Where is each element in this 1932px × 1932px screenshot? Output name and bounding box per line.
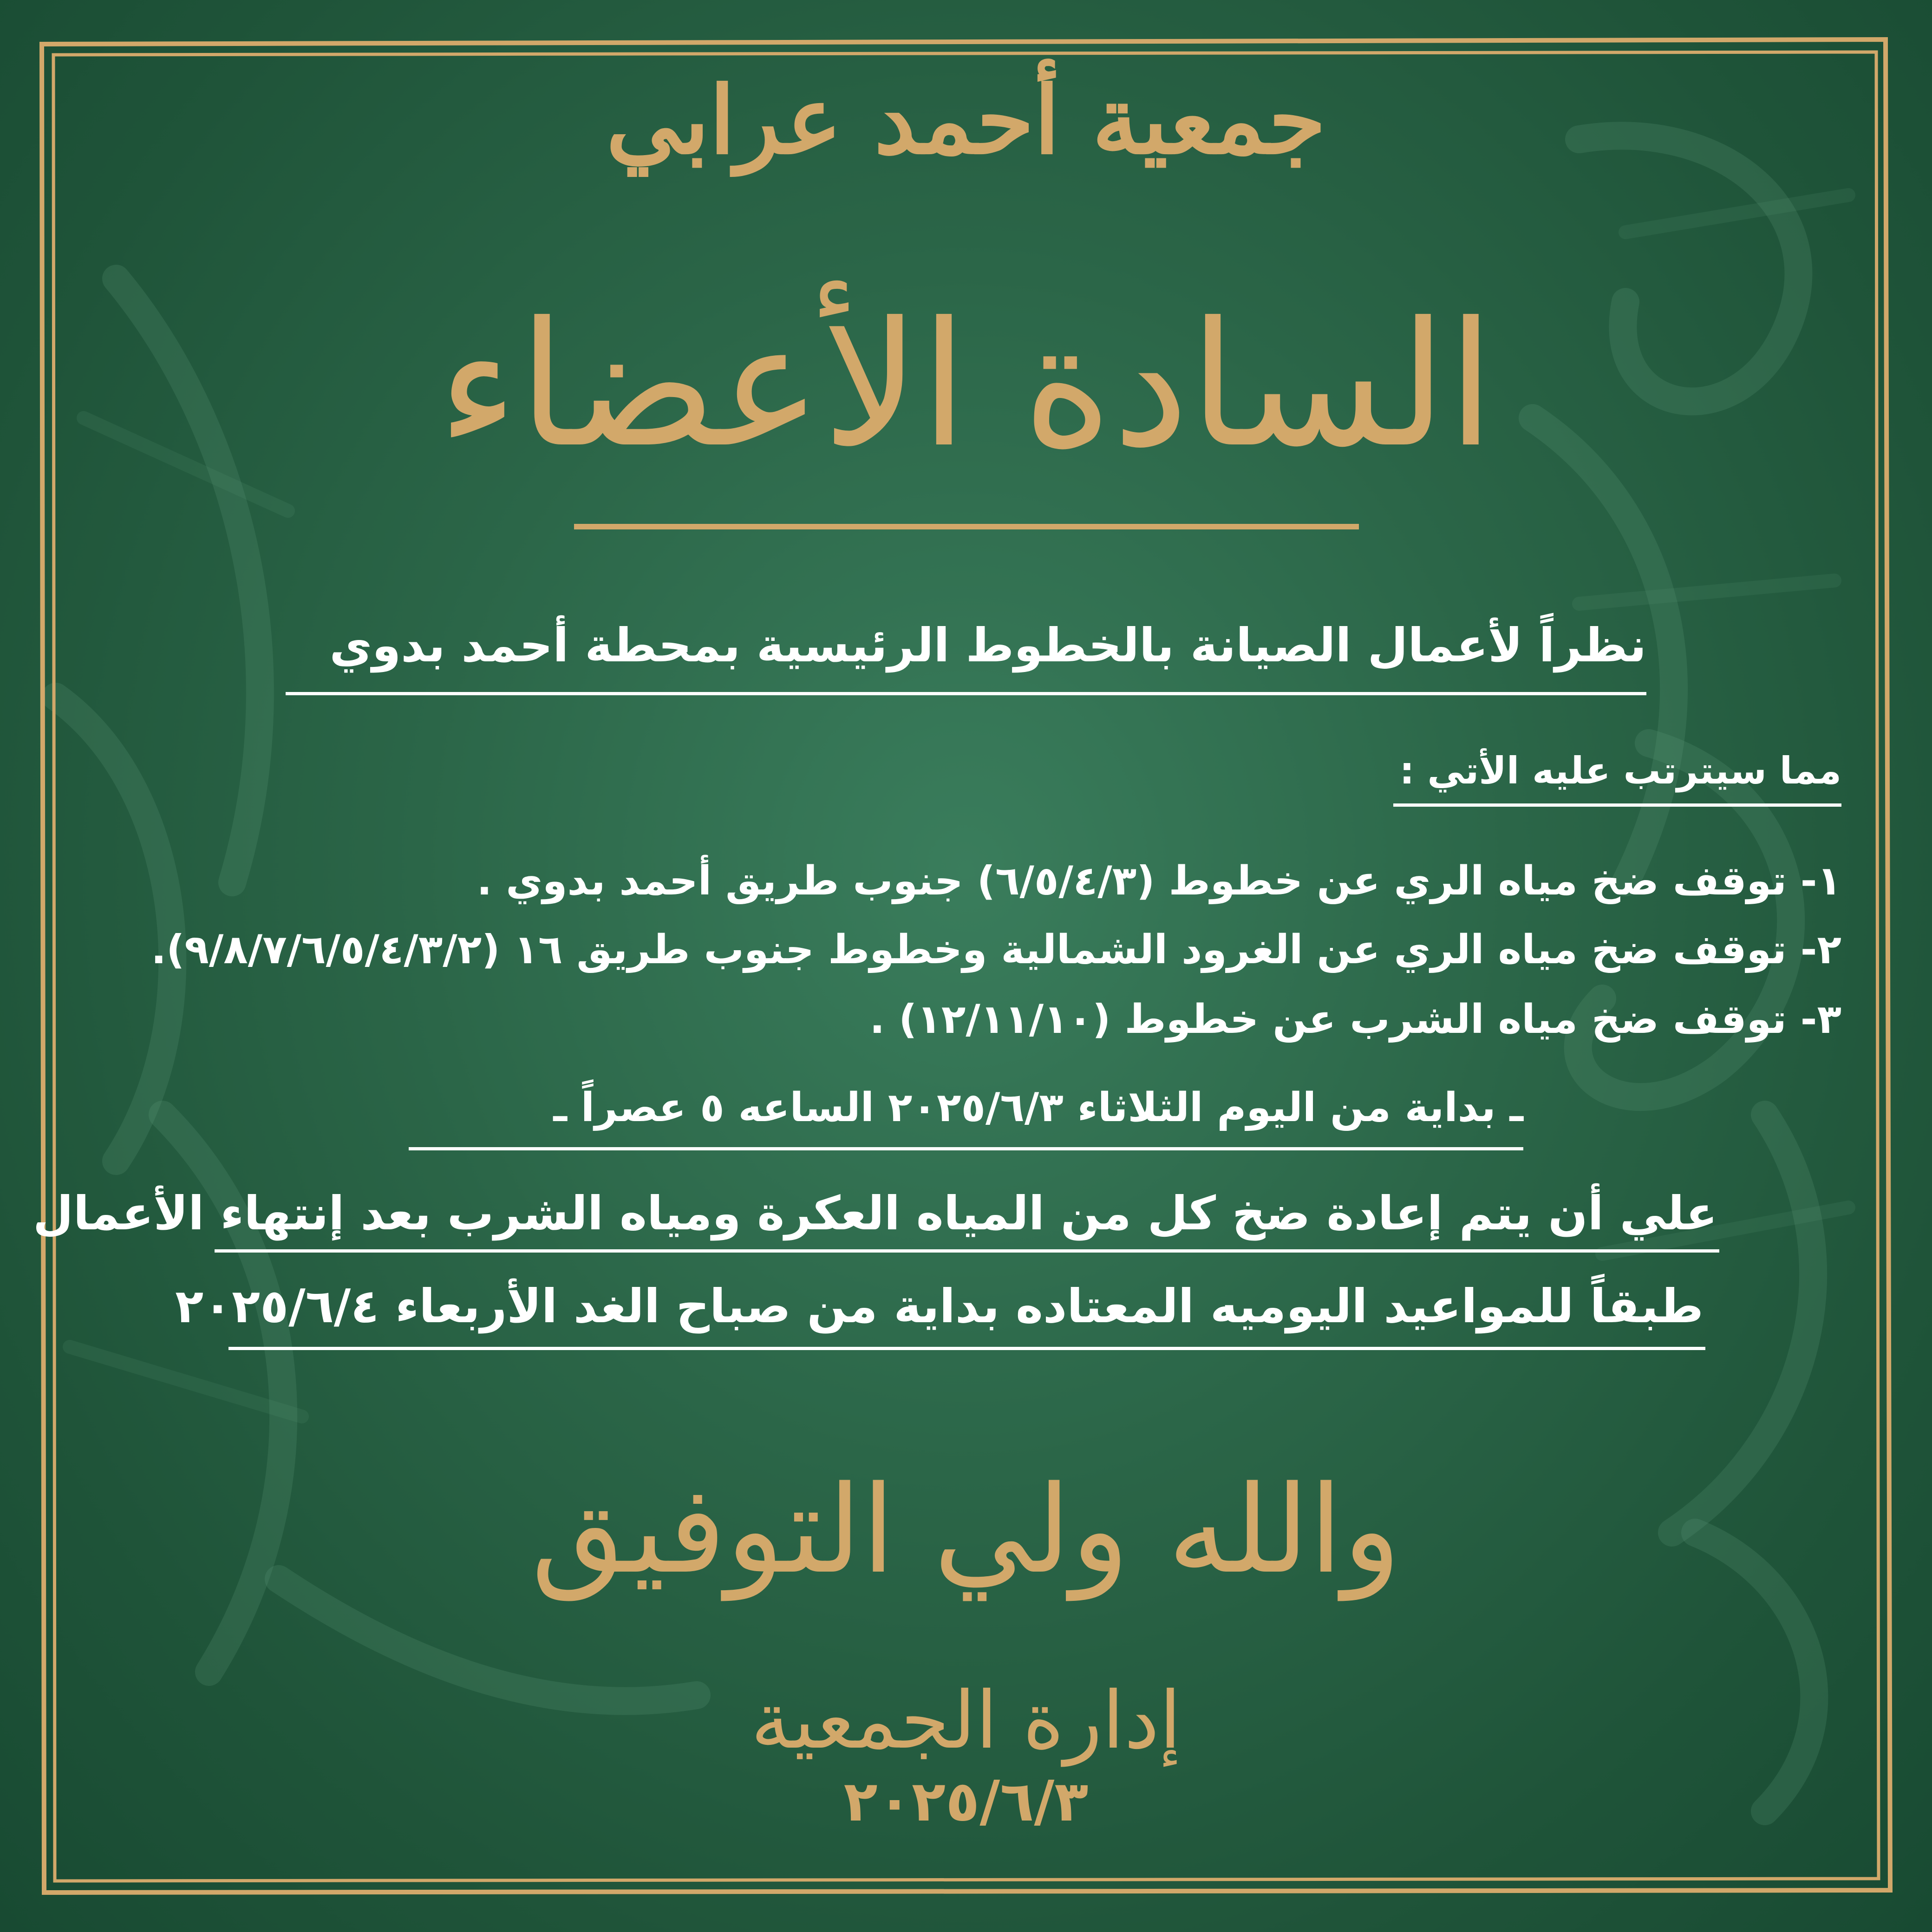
list-item: ٢- توقف ضخ مياه الري عن الغرود الشمالية وخطوط جنوب طريق ١٦ (٩/٨/٧/٦/٥/٤/٣/٢). (151, 927, 1841, 973)
association-name-logo: جمعية أحمد عرابي (606, 66, 1326, 175)
schedule-line-underline (228, 1347, 1705, 1350)
subject-underline (286, 692, 1646, 695)
start-line-underline (409, 1147, 1523, 1150)
notice-subject: نظراً لأعمال الصيانة بالخطوط الرئيسية بمحطة أحمد بدوي (329, 618, 1646, 672)
consequence-underline (1393, 803, 1841, 807)
signature-management: إدارة الجمعية (751, 1675, 1181, 1767)
resume-line: علي أن يتم إعادة ضخ كل من المياه العكرة ومياه الشرب بعد إنتهاء الأعمال (33, 1186, 1717, 1240)
title-divider (574, 524, 1359, 529)
list-item: ١- توقف ضخ مياه الري عن خطوط (٦/٥/٤/٣) جنوب طريق أحمد بدوي . (476, 858, 1841, 904)
list-item: ٣- توقف ضخ مياه الشرب عن خطوط (١٢/١١/١٠) . (869, 996, 1841, 1043)
closing-phrase: والله ولي التوفيق (531, 1460, 1401, 1600)
schedule-line: طبقاً للمواعيد اليوميه المعتاده بداية من صباح الغد الأربعاء ٢٠٢٥/٦/٤ (175, 1279, 1704, 1333)
notice-title: السادة الأعضاء (437, 286, 1495, 485)
consequence-label: مما سيترتب عليه الأتي : (1399, 749, 1841, 792)
resume-line-underline (215, 1249, 1719, 1253)
notice-date: ٢٠٢٥/٦/٣ (843, 1769, 1089, 1834)
start-time-line: ـ بداية من اليوم الثلاثاء ٢٠٢٥/٦/٣ الساعه ٥ عصراً ـ (553, 1084, 1523, 1131)
